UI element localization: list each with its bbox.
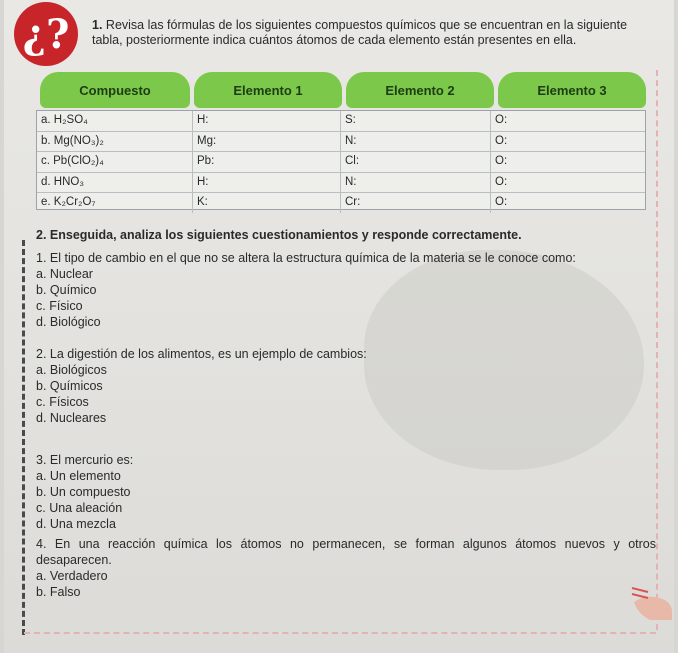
question-text: 3. El mercurio es: xyxy=(36,453,134,467)
answer-option[interactable]: c. Físicos xyxy=(36,395,89,409)
table-row xyxy=(37,193,645,213)
question-text: 2. La digestión de los alimentos, es un ejemplo de cambios: xyxy=(36,347,367,361)
element-3-field[interactable]: O: xyxy=(495,134,508,147)
element-3-field[interactable]: O: xyxy=(495,196,508,209)
compounds-table xyxy=(36,110,646,210)
compound-cell: d. HNO₃ xyxy=(37,173,193,193)
answer-option[interactable]: c. Físico xyxy=(36,299,83,313)
compound-cell: c. Pb(ClO₂)₄ xyxy=(37,152,193,172)
element-1-field[interactable]: H: xyxy=(193,173,341,193)
element-3-field[interactable]: O: xyxy=(495,175,508,188)
question-4 xyxy=(36,536,656,600)
element-1-field[interactable]: Pb: xyxy=(193,152,341,172)
writing-hand-icon xyxy=(630,580,674,620)
instruction-1-number: 1. xyxy=(92,18,103,32)
page-border-bottom xyxy=(24,632,656,634)
page-border-left xyxy=(22,240,25,635)
header-compuesto: Compuesto xyxy=(40,72,190,108)
table-header xyxy=(40,72,646,108)
instruction-1 xyxy=(92,18,652,48)
element-2-field[interactable]: S: xyxy=(341,111,491,131)
answer-option[interactable]: a. Verdadero xyxy=(36,569,108,583)
question-text: 1. El tipo de cambio en el que no se altera la estructura química de la materia se le conoce como: xyxy=(36,251,576,265)
question-3 xyxy=(36,452,133,532)
table-row xyxy=(37,111,645,132)
answer-option[interactable]: b. Químicos xyxy=(36,379,103,393)
question-1 xyxy=(36,250,576,330)
answer-option[interactable]: d. Biológico xyxy=(36,315,101,329)
header-elemento-1: Elemento 1 xyxy=(194,72,342,108)
answer-option[interactable]: a. Nuclear xyxy=(36,267,93,281)
compound-cell: a. H₂SO₄ xyxy=(37,111,193,131)
element-2-field[interactable]: N: xyxy=(341,173,491,193)
instruction-1-text: Revisa las fórmulas de los siguientes compuestos químicos que se encuentran en la siguiente tabla, posteriormente indica cuántos átomos de cada elemento están presentes en ella. xyxy=(92,18,628,47)
compound-cell: b. Mg(NO₃)₂ xyxy=(37,132,193,152)
answer-option[interactable]: a. Biológicos xyxy=(36,363,107,377)
element-1-field[interactable]: Mg: xyxy=(193,132,341,152)
element-1-field[interactable]: H: xyxy=(193,111,341,131)
answer-option[interactable]: c. Una aleación xyxy=(36,501,123,515)
table-row xyxy=(37,132,645,153)
element-3-field[interactable]: O: xyxy=(495,155,508,168)
answer-option[interactable]: b. Un compuesto xyxy=(36,485,131,499)
element-2-field[interactable]: Cr: xyxy=(341,193,491,213)
answer-option[interactable]: a. Un elemento xyxy=(36,469,121,483)
element-2-field[interactable]: N: xyxy=(341,132,491,152)
answer-option[interactable]: d. Nucleares xyxy=(36,411,107,425)
element-2-field[interactable]: Cl: xyxy=(341,152,491,172)
element-3-field[interactable]: O: xyxy=(495,114,508,126)
answer-option[interactable]: b. Químico xyxy=(36,283,97,297)
table-row xyxy=(37,173,645,194)
answer-option[interactable]: d. Una mezcla xyxy=(36,517,116,531)
header-elemento-2: Elemento 2 xyxy=(346,72,494,108)
question-mark-icon: ¿? xyxy=(14,2,78,66)
compound-cell: e. K₂Cr₂O₇ xyxy=(37,193,193,213)
answer-option[interactable]: b. Falso xyxy=(36,585,81,599)
question-text: 4. En una reacción química los átomos no permanecen, se forman algunos átomos nuevos y otros desaparecen. xyxy=(36,537,656,567)
element-1-field[interactable]: K: xyxy=(193,193,341,213)
instruction-2: 2. Enseguida, analiza los siguientes cuestionamientos y responde correctamente. xyxy=(36,228,522,242)
header-elemento-3: Elemento 3 xyxy=(498,72,646,108)
page-border-right xyxy=(656,70,658,630)
table-row xyxy=(37,152,645,173)
question-2 xyxy=(36,346,367,426)
